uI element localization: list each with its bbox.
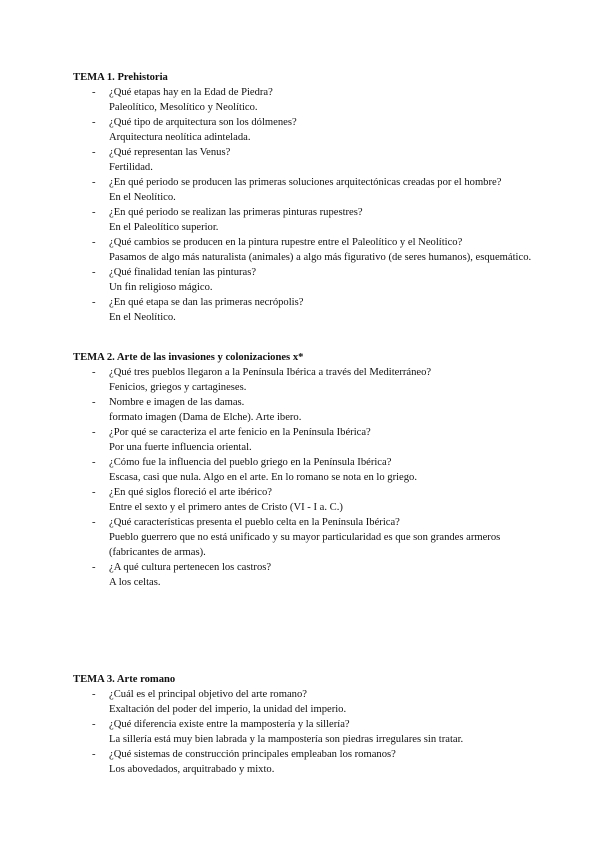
dash-bullet: - xyxy=(92,517,96,528)
dash-bullet: - xyxy=(92,689,96,700)
question-text: ¿En qué periodo se realizan las primeras pinturas rupestres? xyxy=(109,207,363,218)
question-text: ¿En qué periodo se producen las primeras soluciones arquitectónicas creadas por el hombre? xyxy=(109,177,502,188)
answer-text: Pasamos de algo más naturalista (animales) a algo más figurativo (de seres humanos), esquemático. xyxy=(109,252,532,263)
answer-text: Los abovedados, arquitrabado y mixto. xyxy=(109,764,275,775)
qa-item xyxy=(73,205,543,235)
answer-text: Un fin religioso mágico. xyxy=(109,282,213,293)
answer-text: En el Neolítico. xyxy=(109,192,176,203)
answer-text: Fertilidad. xyxy=(109,162,153,173)
qa-item xyxy=(73,687,543,717)
question-text: ¿Por qué se caracteriza el arte fenicio en la Península Ibérica? xyxy=(109,427,371,438)
section-tema-1 xyxy=(73,70,543,325)
answer-text: La sillería está muy bien labrada y la mampostería son piedras irregulares sin tratar. xyxy=(109,734,464,745)
dash-bullet: - xyxy=(92,749,96,760)
question-text: ¿Qué características presenta el pueblo celta en la Península Ibérica? xyxy=(109,517,400,528)
qa-item xyxy=(73,425,543,455)
question-text: ¿Qué sistemas de construcción principales empleaban los romanos? xyxy=(109,749,396,760)
dash-bullet: - xyxy=(92,397,96,408)
answer-text: Arquitectura neolítica adintelada. xyxy=(109,132,251,143)
question-text: ¿Qué diferencia existe entre la mampostería y la sillería? xyxy=(109,719,350,730)
question-text: ¿Qué tipo de arquitectura son los dólmenes? xyxy=(109,117,297,128)
dash-bullet: - xyxy=(92,427,96,438)
question-text: Nombre e imagen de las damas. xyxy=(109,397,245,408)
dash-bullet: - xyxy=(92,367,96,378)
qa-item xyxy=(73,175,543,205)
qa-item xyxy=(73,455,543,485)
question-text: ¿Qué etapas hay en la Edad de Piedra? xyxy=(109,87,273,98)
answer-text: Por una fuerte influencia oriental. xyxy=(109,442,252,453)
dash-bullet: - xyxy=(92,117,96,128)
answer-text: Exaltación del poder del imperio, la unidad del imperio. xyxy=(109,704,347,715)
answer-text: Escasa, casi que nula. Algo en el arte. En lo romano se nota en lo griego. xyxy=(109,472,418,483)
answer-text: Fenicios, griegos y cartagineses. xyxy=(109,382,247,393)
question-text: ¿Qué finalidad tenían las pinturas? xyxy=(109,267,257,278)
question-text: ¿Cuál es el principal objetivo del arte romano? xyxy=(109,689,307,700)
qa-item xyxy=(73,485,543,515)
question-text: ¿En qué siglos floreció el arte ibérico? xyxy=(109,487,272,498)
dash-bullet: - xyxy=(92,719,96,730)
qa-item xyxy=(73,717,543,747)
qa-item xyxy=(73,235,543,265)
dash-bullet: - xyxy=(92,207,96,218)
dash-bullet: - xyxy=(92,297,96,308)
qa-item xyxy=(73,145,543,175)
qa-item xyxy=(73,395,543,425)
section-tema-2 xyxy=(73,350,543,590)
section-tema-3 xyxy=(73,672,543,777)
question-text: ¿Cómo fue la influencia del pueblo griego en la Península Ibérica? xyxy=(109,457,392,468)
qa-item xyxy=(73,85,543,115)
answer-text: En el Neolítico. xyxy=(109,312,176,323)
qa-item xyxy=(73,560,543,590)
answer-text: En el Paleolítico superior. xyxy=(109,222,219,233)
answer-text: Entre el sexto y el primero antes de Cristo (VI - I a. C.) xyxy=(109,502,343,513)
dash-bullet: - xyxy=(92,457,96,468)
qa-item xyxy=(73,115,543,145)
question-text: ¿A qué cultura pertenecen los castros? xyxy=(109,562,272,573)
dash-bullet: - xyxy=(92,267,96,278)
qa-item xyxy=(73,295,543,325)
dash-bullet: - xyxy=(92,562,96,573)
dash-bullet: - xyxy=(92,177,96,188)
qa-item xyxy=(73,515,543,560)
section-title: TEMA 1. Prehistoria xyxy=(73,72,168,83)
question-text: ¿Qué representan las Venus? xyxy=(109,147,231,158)
answer-text: formato imagen (Dama de Elche). Arte ibero. xyxy=(109,412,302,423)
section-title: TEMA 3. Arte romano xyxy=(73,674,176,685)
dash-bullet: - xyxy=(92,487,96,498)
answer-text: Paleolítico, Mesolítico y Neolítico. xyxy=(109,102,258,113)
question-text: ¿Qué tres pueblos llegaron a la Península Ibérica a través del Mediterráneo? xyxy=(109,367,432,378)
dash-bullet: - xyxy=(92,147,96,158)
dash-bullet: - xyxy=(92,237,96,248)
dash-bullet: - xyxy=(92,87,96,98)
question-text: ¿En qué etapa se dan las primeras necrópolis? xyxy=(109,297,304,308)
qa-item xyxy=(73,747,543,777)
answer-text: A los celtas. xyxy=(109,577,161,588)
section-title: TEMA 2. Arte de las invasiones y colonizaciones x* xyxy=(73,352,304,363)
qa-item xyxy=(73,365,543,395)
qa-item xyxy=(73,265,543,295)
question-text: ¿Qué cambios se producen en la pintura rupestre entre el Paleolítico y el Neolítico? xyxy=(109,237,463,248)
answer-text: Pueblo guerrero que no está unificado y su mayor particularidad es que son grandes armeros (fabricantes de armas). xyxy=(109,532,501,558)
